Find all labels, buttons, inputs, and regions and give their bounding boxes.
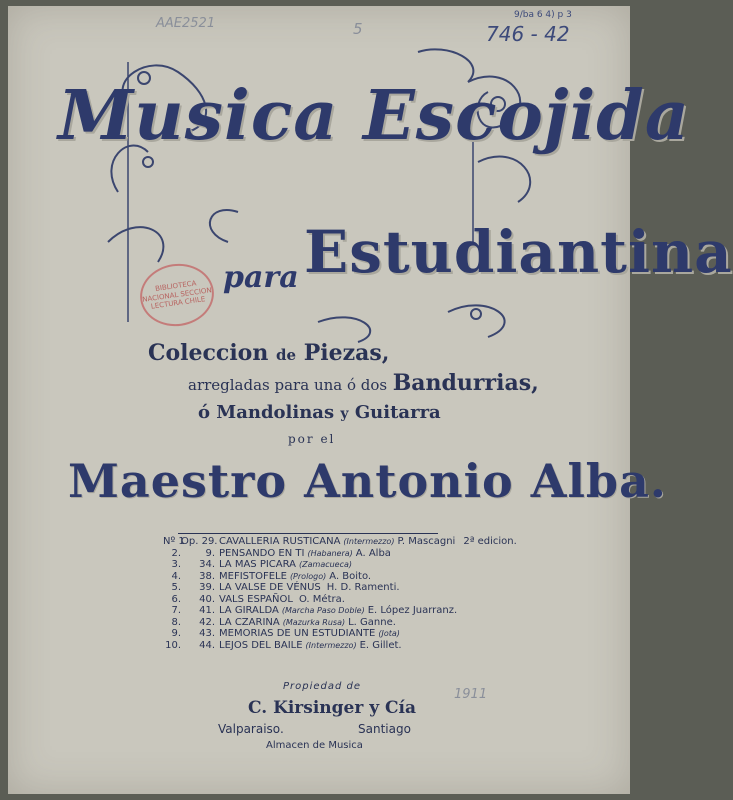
piece-row [163, 582, 517, 594]
subtitle-line-3 [198, 402, 441, 423]
piece-title: MEMORIAS DE UN ESTUDIANTE [219, 628, 376, 639]
subtitle-line-2 [188, 370, 539, 396]
piece-opus: 9. [205, 547, 215, 559]
piece-title: LA MAS PICARA [219, 559, 297, 570]
propiedad-de: Propiedad de [283, 681, 362, 692]
piece-title: LA VALSE DE VÉNUS [219, 582, 321, 593]
piece-title: LA CZARINA [219, 616, 280, 628]
piece-number: 2. [171, 547, 181, 559]
piece-row [163, 571, 517, 583]
subtitle-arregladas: arregladas para una ó dos [188, 376, 388, 394]
title-para: para [223, 260, 299, 295]
piece-genre: (Prologo) [289, 571, 327, 581]
piece-title: MEFISTOFELE [219, 570, 287, 582]
publisher-name: C. Kirsinger y Cía [248, 698, 417, 718]
subtitle-piezas: Piezas, [303, 340, 390, 366]
piece-number: 4. [171, 570, 181, 582]
piece-row [163, 640, 517, 652]
publisher-city-santiago: Santiago [358, 722, 411, 736]
piece-row [163, 594, 517, 606]
piece-row [163, 536, 517, 548]
piece-composer: O. Métra. [298, 593, 345, 605]
piece-opus: 40. [199, 593, 215, 605]
pencil-note-bottom: 1911 [454, 687, 488, 702]
subtitle-coleccion: Coleccion [148, 340, 269, 366]
piece-row [163, 605, 517, 617]
piece-number: 10. [165, 639, 181, 651]
piece-title: LEJOS DEL BAILE [219, 639, 303, 651]
piece-row [163, 617, 517, 629]
piece-number: 6. [171, 593, 181, 605]
piece-number: 7. [171, 605, 181, 616]
piece-row [163, 559, 517, 571]
piece-opus: 38. [199, 570, 215, 582]
piece-row [163, 628, 517, 640]
piece-title: LA GIRALDA [219, 605, 279, 616]
piece-genre: (Intermezzo) [305, 640, 357, 650]
piece-opus: Op. 29. [181, 536, 218, 547]
piece-genre: (Habanera) [307, 548, 353, 558]
subtitle-y: y [340, 406, 349, 422]
piece-opus: 44. [199, 639, 215, 651]
catalog-note-small: 9/ba 6 4) p 3 [514, 10, 572, 20]
sheet-music-cover [8, 6, 733, 794]
piece-opus: 42. [199, 616, 215, 628]
piece-composer: P. Mascagni [397, 536, 456, 547]
piece-composer: A. Alba [355, 547, 391, 559]
piece-number: 8. [171, 616, 181, 628]
list-top-rule [178, 533, 438, 534]
subtitle-line-1 [148, 340, 389, 366]
pencil-note-top-center: 5 [353, 20, 363, 38]
piece-number: 3. [171, 559, 181, 570]
catalog-number: 746 - 42 [486, 22, 570, 46]
piece-genre: (Jota) [378, 629, 400, 638]
piece-composer: H. D. Ramenti. [326, 582, 400, 593]
piece-opus: 43. [199, 628, 215, 639]
title-line-2: Estudiantina [304, 218, 733, 286]
publisher-shop: Almacen de Musica [266, 740, 363, 751]
piece-note: 2ª edicion. [463, 536, 517, 547]
piece-number: 5. [171, 582, 181, 593]
author-name: Maestro Antonio Alba. [68, 454, 667, 508]
pencil-note-top-left: AAE2521 [156, 16, 216, 31]
pieces-list [163, 536, 517, 651]
piece-title: PENSANDO EN TI [219, 547, 305, 559]
piece-genre: (Intermezzo) [343, 537, 395, 546]
piece-composer: A. Boito. [329, 570, 372, 582]
piece-opus: 39. [199, 582, 215, 593]
piece-genre: (Zamacueca) [299, 560, 353, 569]
subtitle-de: de [276, 346, 297, 364]
piece-opus: 41. [199, 605, 215, 616]
piece-number: Nº 1 [163, 536, 185, 547]
piece-opus: 34. [199, 559, 215, 570]
piece-composer: L. Ganne. [348, 616, 396, 628]
subtitle-mandolinas: ó Mandolinas [198, 402, 335, 423]
piece-genre: (Marcha Paso Doble) [281, 606, 365, 615]
subtitle-guitarra: Guitarra [354, 402, 441, 423]
piece-composer: E. Gillet. [359, 639, 402, 651]
por-el: por el [288, 432, 336, 446]
piece-title: CAVALLERIA RUSTICANA [219, 536, 341, 547]
piece-number: 9. [171, 628, 181, 639]
piece-genre: (Mazurka Rusa) [282, 617, 346, 627]
title-line-1: Musica Escojida [58, 76, 690, 156]
publisher-city-valparaiso: Valparaiso. [218, 722, 284, 736]
piece-title: VALS ESPAÑOL [219, 593, 293, 605]
library-stamp-text: BIBLIOTECA NACIONAL SECCION LECTURA CHILE [141, 279, 213, 311]
subtitle-bandurrias: Bandurrias, [392, 370, 539, 396]
piece-row [163, 548, 517, 560]
piece-composer: E. López Juarranz. [367, 605, 458, 616]
